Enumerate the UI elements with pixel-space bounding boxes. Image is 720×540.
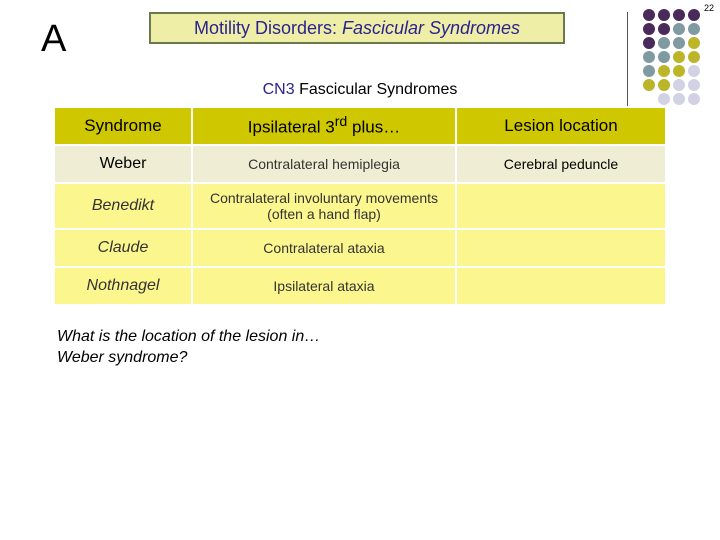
decorative-dot [643, 23, 655, 35]
decorative-dot [658, 9, 670, 21]
header-ipsilateral [192, 107, 456, 145]
decorative-dot [673, 23, 685, 35]
decorative-dot [658, 23, 670, 35]
cell-syndrome: Nothnagel [54, 267, 192, 305]
decorative-dot [643, 37, 655, 49]
cell-location [456, 183, 666, 229]
decorative-dot [673, 51, 685, 63]
syndrome-table [53, 106, 667, 306]
title-prefix: Motility Disorders: [193, 18, 342, 38]
cell-location [456, 229, 666, 267]
subtitle-rest: Fascicular Syndromes [294, 81, 458, 98]
header-ipsi-sup: rd [334, 114, 348, 131]
header-ipsi-prefix: Ipsilateral 3 [247, 117, 335, 137]
decorative-dot [658, 37, 670, 49]
table-subtitle [0, 81, 720, 99]
decorative-dot [643, 65, 655, 77]
question-text [57, 326, 320, 368]
cell-syndrome: Benedikt [54, 183, 192, 229]
cell-ipsilateral: Contralateral involuntary movements (often a hand flap) [192, 183, 456, 229]
decorative-dot [658, 51, 670, 63]
decorative-dot [673, 65, 685, 77]
table-header-row [54, 107, 666, 145]
cell-location: Cerebral peduncle [456, 145, 666, 183]
header-location: Lesion location [456, 107, 666, 145]
decorative-dot [688, 65, 700, 77]
cell-location [456, 267, 666, 305]
cell-syndrome: Claude [54, 229, 192, 267]
cell-syndrome: Weber [54, 145, 192, 183]
section-letter: A [41, 18, 67, 60]
cell-ipsilateral: Ipsilateral ataxia [192, 267, 456, 305]
page-number: 22 [703, 3, 714, 13]
decorative-dot [643, 51, 655, 63]
subtitle-cn: CN3 [262, 81, 295, 98]
decorative-dot [688, 23, 700, 35]
table-row [54, 229, 666, 267]
decorative-dot [688, 51, 700, 63]
decorative-dot [688, 37, 700, 49]
title-italic: Fascicular Syndromes [341, 18, 521, 38]
decorative-dot [673, 37, 685, 49]
table-row [54, 145, 666, 183]
header-ipsi-suffix: plus… [347, 117, 401, 137]
cell-ipsilateral: Contralateral ataxia [192, 229, 456, 267]
decorative-dot [658, 65, 670, 77]
slide-title [149, 12, 565, 44]
decorative-dot [688, 9, 700, 21]
header-syndrome: Syndrome [54, 107, 192, 145]
question-line-2: Weber syndrome? [57, 349, 188, 366]
decorative-dot [643, 9, 655, 21]
table-row [54, 183, 666, 229]
question-line-1: What is the location of the lesion in… [57, 328, 321, 345]
table-row [54, 267, 666, 305]
cell-ipsilateral: Contralateral hemiplegia [192, 145, 456, 183]
decorative-dot [673, 9, 685, 21]
